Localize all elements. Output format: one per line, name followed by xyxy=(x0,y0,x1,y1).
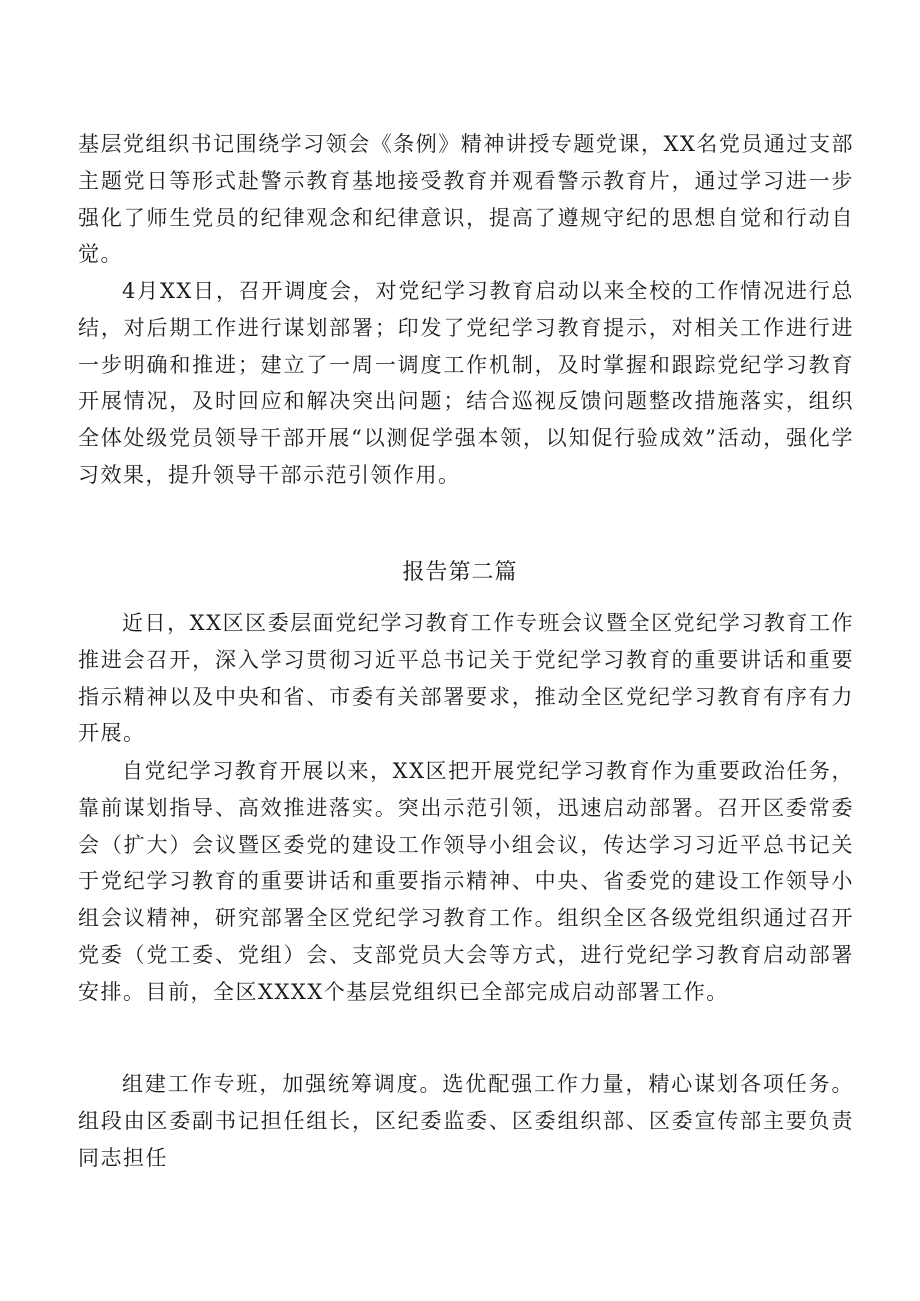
section-heading: 报告第二篇 xyxy=(402,560,518,585)
body-paragraph: 4月XX日，召开调度会，对党纪学习教育启动以来全校的工作情况进行总结，对后期工作进行谋划部署；印发了党纪学习教育提示，对相关工作进行进一步明确和推进；建立了一周一调度工作机制，及时掌握和跟踪党纪学习教育开展情况，及时回应和解决突出问题；结合巡视反馈问题整改措施落实，组织全体处级党员领导干部开展“以测促学强本领，以知促行验成效”活动，强化学习效果，提升领导干部示范引领作用。 xyxy=(78,279,854,487)
body-paragraph: 近日，XX区区委层面党纪学习教育工作专班会议暨全区党纪学习教育工作推进会召开，深入学习贯彻习近平总书记关于党纪学习教育的重要讲话和重要指示精神以及中央和省、市委有关部署要求，推动全区党纪学习教育有序有力开展。 xyxy=(78,611,854,746)
body-paragraph: 基层党组织书记围绕学习领会《条例》精神讲授专题党课，XX名党员通过支部主题党日等形式赴警示教育基地接受教育并观看警示教育片，通过学习进一步强化了师生党员的纪律观念和纪律意识，提高了遵规守纪的思想自觉和行动自觉。 xyxy=(78,132,854,267)
body-paragraph: 组建工作专班，加强统筹调度。选优配强工作力量，精心谋划各项任务。组段由区委副书记担任组长，区纪委监委、区委组织部、区委宣传部主要负责同志担任 xyxy=(78,1072,854,1170)
body-paragraph: 自党纪学习教育开展以来，XX区把开展党纪学习教育作为重要政治任务，靠前谋划指导、高效推进落实。突出示范引领，迅速启动部署。召开区委常委会（扩大）会议暨区委党的建设工作领导小组会议，传达学习习近平总书记关于党纪学习教育的重要讲话和重要指示精神、中央、省委党的建设工作领导小组会议精神，研究部署全区党纪学习教育工作。组织全区各级党组织通过召开党委（党工委、党组）会、支部党员大会等方式，进行党纪学习教育启动部署安排。目前，全区XXXX个基层党组织已全部完成启动部署工作。 xyxy=(78,759,854,1004)
